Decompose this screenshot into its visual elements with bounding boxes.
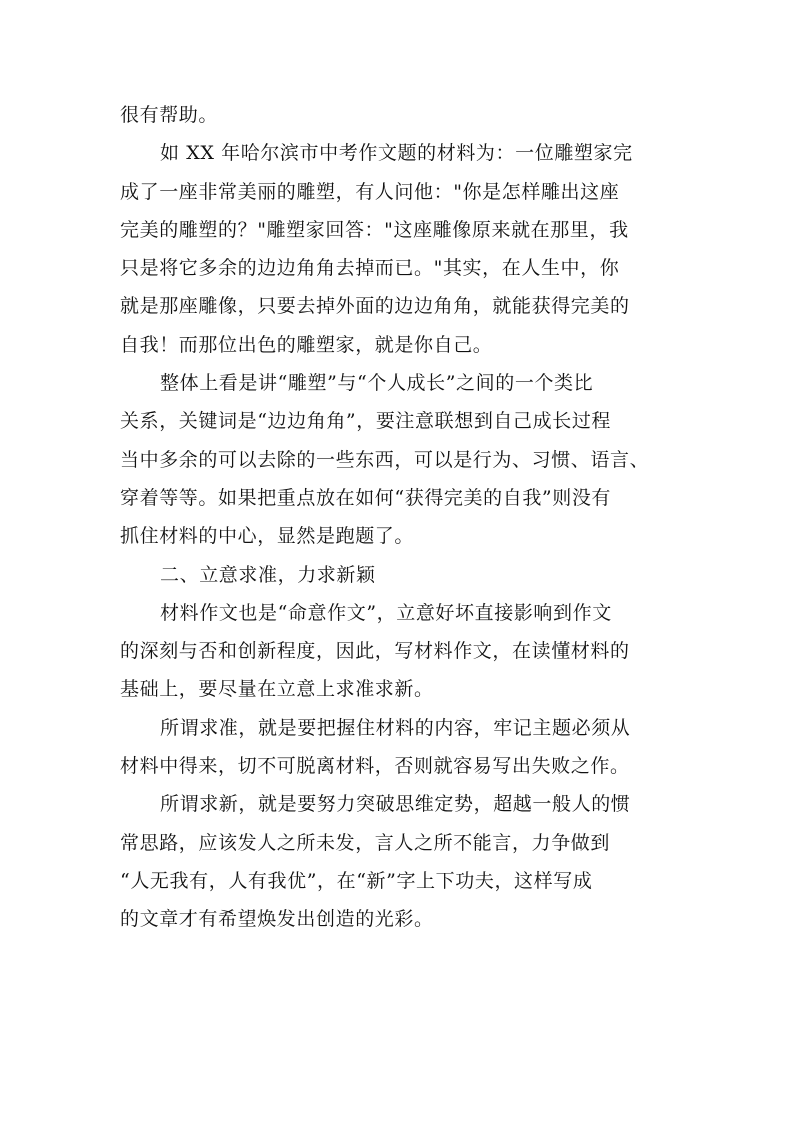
text-line: 关系，关键词是“边边角角”，要注意联想到自己成长过程 [120,410,612,433]
text-line: 只是将它多余的边边角角去掉而已。"其实，在人生中，你 [120,257,620,280]
text-line: 当中多余的可以去除的一些东西，可以是行为、习惯、语言、 [120,448,650,471]
text-line: 穿着等等。如果把重点放在如何“获得完美的自我”则没有 [120,486,612,509]
text-line: 的文章才有希望焕发出创造的光彩。 [120,908,434,931]
text-line: 抓住材料的中心，显然是跑题了。 [120,525,415,548]
paragraph-first-line: 如 XX 年哈尔滨市中考作文题的材料为：一位雕塑家完 [160,142,633,165]
document-body [120,96,680,939]
text-line: 的深刻与否和创新程度，因此，写材料作文，在读懂材料的 [120,640,630,663]
text-line: 就是那座雕像，只要去掉外面的边边角角，就能获得完美的 [120,295,630,318]
text-line: 基础上，要尽量在立意上求准求新。 [120,678,434,701]
section-heading: 二、立意求准，力求新颖 [160,563,376,586]
paragraph-first-line: 所谓求准，就是要把握住材料的内容，牢记主题必须从 [160,716,631,739]
text-line: “人无我有，人有我优”，在“新”字上下功夫，这样写成 [120,869,593,892]
text-line: 自我！而那位出色的雕塑家，就是你自己。 [120,333,493,356]
text-line: 成了一座非常美丽的雕塑，有人问他："你是怎样雕出这座 [120,180,620,203]
paragraph-first-line: 整体上看是讲“雕塑”与“个人成长”之间的一个类比 [160,372,594,395]
text-line: 很有帮助。 [120,104,219,126]
paragraph-first-line: 所谓求新，就是要努力突破思维定势，超越一般人的惯 [160,793,631,816]
text-line: 完美的雕塑的？"雕塑家回答："这座雕像原来就在那里，我 [120,218,629,241]
paragraph-first-line: 材料作文也是“命意作文”，立意好坏直接影响到作文 [160,601,612,624]
text-line: 材料中得来，切不可脱离材料，否则就容易写出失败之作。 [120,755,630,778]
text-line: 常思路，应该发人之所未发，言人之所不能言，力争做到 [120,831,611,854]
